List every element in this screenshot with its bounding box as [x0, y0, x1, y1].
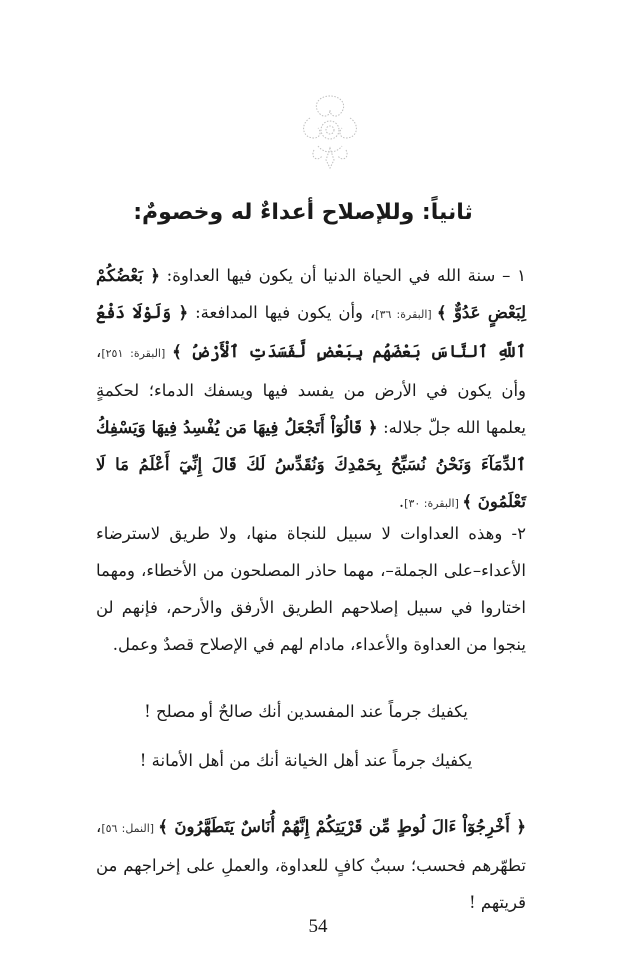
paragraph-1-text-c: ، وأن يكون في الأرض من يفسد فيها ويسفك الدماء؛ لحكمةٍ يعلمها الله جلّ جلاله:: [96, 342, 526, 437]
paragraph-2: ٢- وهذه العداوات لا سبيل للنجاة منها، ولا طريق لاسترضاء الأعداء–على الجملة–، مهما حاذر المصلحون من الأخطاء، ومهما اختاروا في سبيل إصلاحهم الطريق الأرفق والأرحم، فإنهم لن ينجوا من العداوة والأعداء، مادام لهم في الإصلاح قصدٌ وعمل.: [96, 524, 526, 654]
paragraph-4: [96, 808, 526, 921]
quran-reference-4: [النمل: ٥٦]: [101, 822, 159, 835]
quran-reference-3: [البقرة: ٣٠]: [404, 497, 463, 510]
verse-line-1: يكفيك جرماً عند المفسدين أنك صالحٌ أو مصلح !: [144, 702, 468, 721]
quran-reference-2: [البقرة: ٢٥١]: [101, 347, 173, 360]
paragraph-1-text-b: ، وأن يكون فيها المدافعة:: [188, 303, 376, 322]
quran-reference-1: [البقرة: ٣٦]: [375, 308, 437, 321]
quran-quote-4: ﴿ أَخْرِجُوٓاْ ءَالَ لُوطٍ مِّن قَرْيَتِكُمْ إِنَّهُمْ أُنَاسٌ يَتَطَهَّرُونَ ﴾: [158, 817, 526, 836]
page-number: 54: [308, 916, 328, 937]
paragraph-4-text: ، تطهّرهم فحسب؛ سببٌ كافٍ للعداوة، والعملِ على إخراجهم من قريتهم !: [96, 817, 526, 912]
quran-quote-2: ﴿ وَلَوْلَا دَفْعُ ٱللَّهِ ٱلنَّاسَ بَعْضَهُم بِبَعْضٍ لَّفَسَدَتِ ٱلْأَرْضُ ﴾: [96, 303, 526, 361]
quran-quote-1: ﴿ بَعْضُكُمْ لِبَعْضٍ عَدُوٌّ ﴾: [96, 266, 527, 322]
paragraph-1-text-d: .: [398, 492, 405, 511]
quran-quote-3: ﴿ قَالُوٓاْ أَتَجْعَلُ فِيهَا مَن يُفْسِدُ فِيهَا وَيَسْفِكُ ٱلدِّمَآءَ وَنَحْنُ نُسَبِّحُ بِحَمْدِكَ وَنُقَدِّسُ لَكَ قَالَ إِنِّيٓ أَعْلَمُ مَا لَا تَعْلَمُونَ ﴾: [96, 418, 526, 511]
floral-ornament-icon: [290, 88, 370, 174]
section-heading: ثانياً: وللإصلاح أعداءٌ له وخصومٌ:: [133, 200, 473, 225]
paragraph-1: [96, 257, 526, 522]
paragraph-1-text-a: ١ – سنة الله في الحياة الدنيا أن يكون فيها العداوة:: [159, 266, 526, 285]
verse-line-2: يكفيك جرماً عند أهل الخيانة أنك من أهل الأمانة !: [139, 751, 473, 770]
